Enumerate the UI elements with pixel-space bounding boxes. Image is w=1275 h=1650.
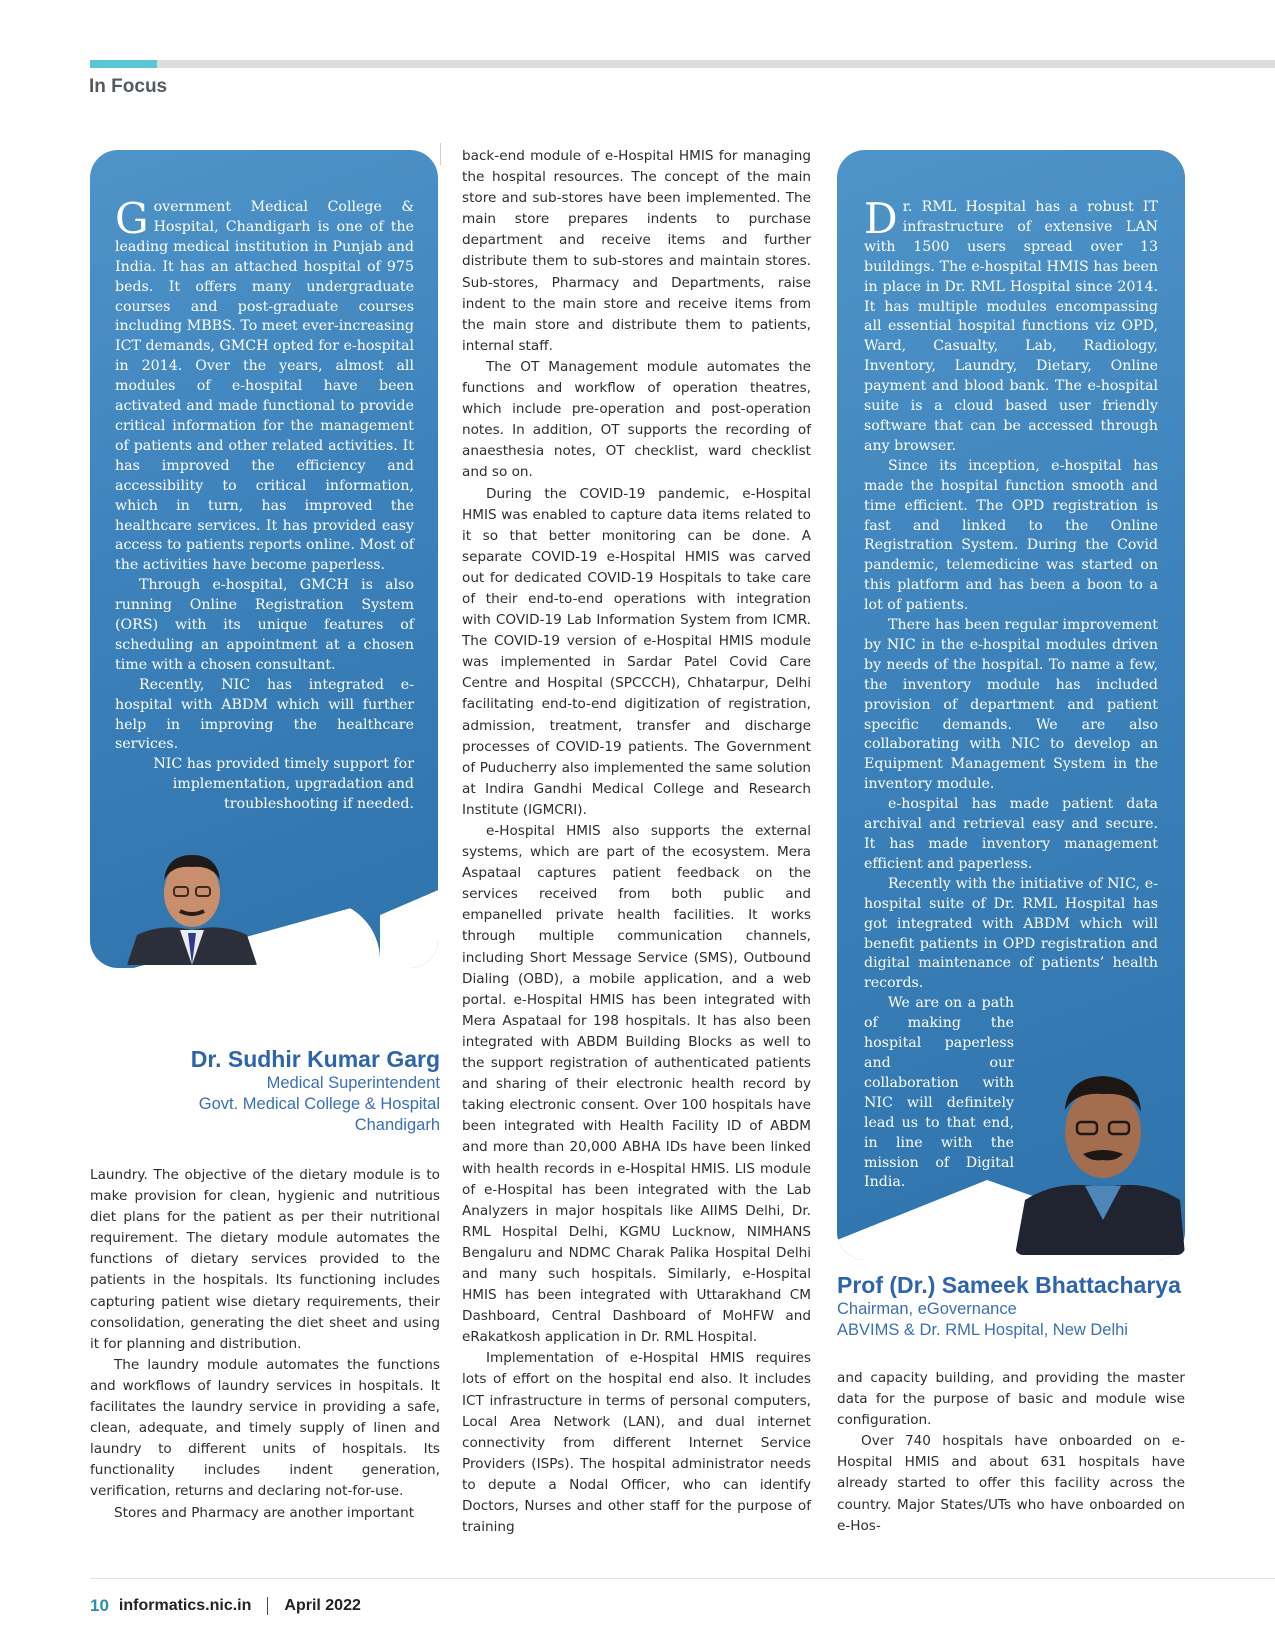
left-card-paragraph-3: Recently, NIC has integrated e-hospital with ABDM which will further help in improving the healthcare services. (115, 676, 414, 753)
section-label: In Focus (89, 76, 168, 97)
right-card-paragraph-1: r. RML Hospital has a robust IT infrastructure of extensive LAN with 1500 users spread over 13 buildings. The e-hospital HMIS has been in place in Dr. RML Hospital since 2014. It has multiple modules encompassing all essential hospital functions viz OPD, Ward, Casualty, Lab, Radiology, Inventory, Laundry, Dietary, Online payment and blood bank. The e-hospital suite is a cloud based user friendly software that can be accessed through any browser. (864, 199, 1158, 454)
article-paragraph: The OT Management module automates the functions and workflow of operation theatres, which include pre-operation and post-operation notes. In addition, OT supports the recording of anaesthesia notes, OT checklist, ward checklist and so on. (462, 358, 811, 481)
left-card-paragraph-4: NIC has provided timely support for implementation, upgradation and troubleshooting if needed. (153, 756, 414, 813)
left-card-text (115, 194, 414, 815)
left-dropcap: G (115, 194, 149, 243)
person-organization: ABVIMS & Dr. RML Hospital, New Delhi (837, 1321, 1128, 1339)
right-person-caption (837, 1272, 1197, 1341)
portrait-photo-sudhir-garg (122, 835, 262, 965)
article-paragraph: back-end module of e-Hospital HMIS for managing the hospital resources. The concept of the main store and sub-stores have been implemented. The main store prepares indents to purchase department and receive items and further distribute them to sub-stores and maintain stores. Sub-stores, Pharmacy and Departments, raise indent to the main store and receive items from the main store and distribute them to patients, internal staff. (462, 148, 811, 354)
right-card-paragraph-3: There has been regular improvement by NIC in the e-hospital modules driven by needs of the hospital. To name a few, the inventory module has included provision of department and patient specific demands. We are also collaborating with NIC to develop an Equipment Management System in the inventory module. (864, 617, 1158, 793)
portrait-photo-sameek-bhattacharya (1015, 1050, 1185, 1255)
header-accent (90, 60, 157, 68)
left-card-paragraph (115, 194, 414, 576)
right-card-paragraph-4: e-hospital has made patient data archival and retrieval easy and secure. It has made inventory management efficient and paperless. (864, 796, 1158, 872)
card-corner-cut (380, 885, 438, 968)
footer-issue: April 2022 (284, 1597, 361, 1614)
right-card-paragraph-2: Since its inception, e-hospital has made the hospital function smooth and time efficient. The OPD registration is fast and linked to the Online Registration System. During the Covid pandemic, telemedicine was started on this platform and has been a boon to a lot of patients. (864, 457, 1158, 614)
footer-site: informatics.nic.in (118, 1597, 252, 1614)
left-article-column (90, 1165, 440, 1524)
right-card-paragraph-6: We are on a path of making the hospital paperless and our collaboration with NIC will definitely lead us to that end, in line with the mission of Digital India. (864, 995, 1014, 1191)
person-name: Dr. Sudhir Kumar Garg (190, 1046, 440, 1072)
page-number: 10 (90, 1596, 109, 1615)
left-card-paragraph-1: overnment Medical College & Hospital, Chandigarh is one of the leading medical institution in Punjab and India. It has an attached hospital of 975 beds. It offers many undergraduate courses and post-graduate courses including MBBS. To meet ever-increasing ICT demands, GMCH opted for e-hospital in 2014. Over the years, almost all modules of e-hospital have been activated and made functional to provide critical information for the management of patients and other related activities. It has improved the efficiency and accessibility to critical information, which in turn, has improved the healthcare services. It has provided easy access to patients reports online. Most of the activities have become paperless. (115, 199, 414, 574)
article-paragraph: and capacity building, and providing the master data for the purpose of basic and module wise configuration. (837, 1370, 1185, 1429)
right-article-column (837, 1368, 1185, 1537)
person-role: Medical Superintendent (266, 1074, 440, 1092)
article-paragraph: Implementation of e-Hospital HMIS requires lots of effort on the hospital end also. It includes ICT infrastructure in terms of personal computers, Local Area Network (LAN), and dual internet connectivity from different Internet Service Providers (ISPs). The hospital administrator needs to depute a Nodal Officer, who can identify Doctors, Nurses and other staff for the purpose of training (462, 1350, 811, 1536)
footer-separator (267, 1597, 268, 1615)
article-paragraph: During the COVID-19 pandemic, e-Hospital HMIS was enabled to capture data items related to it so that better monitoring can be done. A separate COVID-19 e-Hospital HMIS was carved out for dedicated COVID-19 Hospitals to take care of their end-to-end operations with integration with COVID-19 Lab Information System from ICMR. The COVID-19 version of e-Hospital HMIS module was implemented in Sardar Patel Covid Care Centre and Hospital (SPCCCH), Chhatarpur, Delhi facilitating end-to-end digitization of registration, admission, treatment, transfer and discharge processes of COVID-19 patients. The Government of Puducherry also implemented the same solution at Indira Gandhi Medical College and Research Institute (IGMCRI). (462, 485, 811, 818)
right-card-paragraph-5: Recently with the initiative of NIC, e-hospital suite of Dr. RML Hospital has got integrated with ABDM which will benefit patients in OPD registration and digital maintenance of patients’ health records. (864, 875, 1158, 992)
article-paragraph: Stores and Pharmacy are another important (114, 1504, 415, 1521)
middle-article-column (462, 146, 811, 1538)
header-rule (90, 60, 1275, 68)
article-paragraph: e-Hospital HMIS also supports the external systems, which are part of the ecosystem. Mera Aspataal captures patient feedback on the services received from both public and empanelled private health facilities. It works through multiple communication channels, including Short Message Service (SMS), Outbound Dialing (OBD), a mobile application, and a web portal. e-Hospital HMIS has been integrated with Mera Aspataal for 198 hospitals. It has also been integrated with ABDM Building Blocks as well to the support registration of authenticated patients and sharing of their electronic health record by taking electronic consent. Over 100 hospitals have been integrated with Health Facility ID of ABDM and more than 20,000 ABHA IDs have been linked with health records in e-Hospital HMIS. LIS module of e-Hospital has been integrated with the Lab Analyzers in major hospitals like AIIMS Delhi, Dr. RML Hospital Delhi, KGMU Lucknow, NIMHANS Bengaluru and NDMC Charak Palika Hospital Delhi and many such hospitals. Similarly, e-Hospital HMIS has been integrated with Uttarakhand CM Dashboard, Central Dashboard of MoHFW and eRakatkosh application in Dr. RML Hospital. (462, 823, 811, 1346)
person-organization: Govt. Medical College & Hospital (198, 1095, 440, 1113)
person-name: Prof (Dr.) Sameek Bhattacharya (837, 1272, 1181, 1298)
left-card-paragraph-2: Through e-hospital, GMCH is also running Online Registration System (ORS) with its unique features of scheduling an appointment at a chosen time with a chosen consultant. (115, 577, 414, 673)
left-person-caption (150, 1046, 440, 1136)
person-role: Chairman, eGovernance (837, 1300, 1017, 1318)
article-paragraph: Over 740 hospitals have onboarded on e-Hospital HMIS and about 631 hospitals have already started to offer this facility across the country. Major States/UTs who have onboarded on e-Hos- (837, 1433, 1185, 1534)
right-card-paragraph (864, 194, 1158, 457)
right-dropcap: D (864, 194, 898, 243)
page-footer (90, 1596, 361, 1616)
footer-rule (90, 1578, 1275, 1579)
right-card-text (864, 194, 1158, 1193)
article-paragraph: The laundry module automates the functions and workflows of laundry services in hospitals. It facilitates the laundry service in providing a safe, clean, adequate, and timely supply of linen and laundry to different units of hospitals. Its functionality includes indent generation, verification, returns and declaring not-for-use. (90, 1356, 440, 1500)
article-paragraph: Laundry. The objective of the dietary module is to make provision for clean, hygienic and nutritious diet plans for the patient as per their nutritional requirement. The dietary module automates the functions of dietary services provided to the patients in the hospitals. Its functioning includes capturing patient wise dietary requirements, their consolidation, generating the diet sheet and using it for planning and distribution. (90, 1167, 440, 1352)
column-divider (440, 143, 441, 165)
person-city: Chandigarh (354, 1116, 440, 1134)
